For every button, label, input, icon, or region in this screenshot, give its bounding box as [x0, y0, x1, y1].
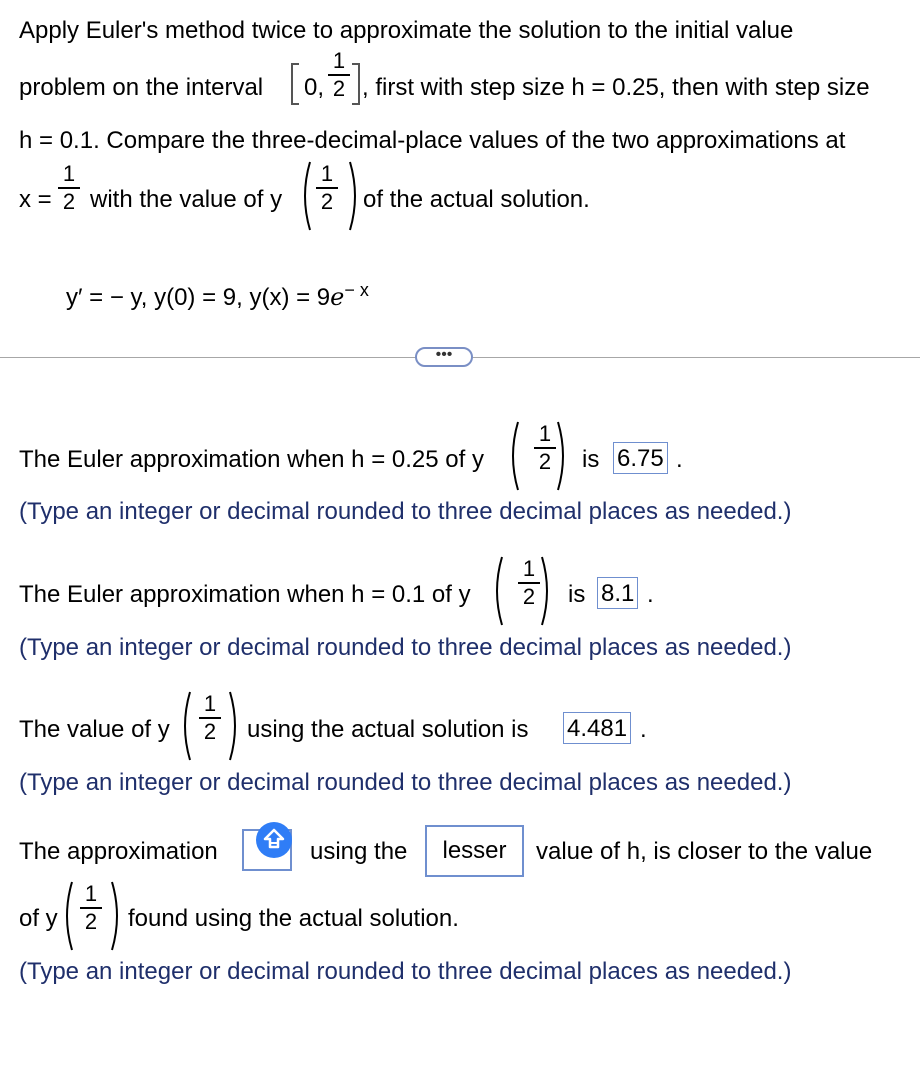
q1-hint: (Type an integer or decimal rounded to three decimal places as needed.) — [19, 498, 792, 525]
fraction-numerator: 1 — [203, 691, 217, 716]
q3-fraction — [199, 693, 221, 743]
fraction-numerator: 1 — [522, 556, 536, 581]
interval-bracket-left — [291, 63, 299, 105]
q2-fraction — [518, 558, 540, 608]
q2-hint: (Type an integer or decimal rounded to three decimal places as needed.) — [19, 634, 792, 661]
q1-text-b: is — [582, 446, 600, 473]
q1-text-a: The Euler approximation when h = 0.25 of y — [19, 446, 484, 473]
fraction-numerator: 1 — [332, 48, 346, 73]
fraction-denominator: 2 — [538, 449, 552, 474]
x-fraction — [58, 163, 80, 213]
equation-e: e — [330, 283, 345, 311]
equation — [66, 276, 369, 312]
fraction-denominator: 2 — [84, 909, 98, 934]
q1-fraction — [534, 423, 556, 473]
problem-line-4c: of the actual solution. — [363, 186, 590, 213]
equation-exponent: − x — [344, 280, 369, 300]
q3-answer-input[interactable]: 4.481 — [563, 712, 631, 744]
fraction-numerator: 1 — [320, 161, 334, 186]
problem-line-2a: problem on the interval — [19, 74, 264, 101]
q2-text-b: is — [568, 581, 586, 608]
problem-line-1: Apply Euler's method twice to approximate the solution to the initial value — [19, 17, 794, 44]
problem-line-2b: , first with step size h = 0.25, then with step size — [362, 74, 870, 101]
home-upload-icon — [256, 822, 292, 858]
q4-text-e: found using the actual solution. — [128, 905, 459, 932]
q4-text-d: of y — [19, 905, 58, 932]
fraction-denominator: 2 — [62, 189, 76, 214]
q3-end: . — [640, 716, 647, 743]
problem-line-4a: x = — [19, 186, 52, 213]
interval-left: 0, — [304, 74, 325, 101]
q4-hint: (Type an integer or decimal rounded to three decimal places as needed.) — [19, 958, 792, 985]
equation-main: y′ = − y, y(0) = 9, y(x) = 9 — [66, 284, 331, 311]
q4-fraction — [80, 883, 102, 933]
q4-h-select[interactable]: lesser — [425, 825, 524, 877]
fraction-denominator: 2 — [332, 76, 346, 101]
q2-text-a: The Euler approximation when h = 0.1 of y — [19, 581, 471, 608]
y-arg-fraction — [316, 163, 338, 213]
fraction-numerator: 1 — [538, 421, 552, 446]
problem-line-4b: with the value of y — [90, 186, 283, 213]
q1-end: . — [676, 446, 683, 473]
q3-hint: (Type an integer or decimal rounded to three decimal places as needed.) — [19, 769, 792, 796]
interval-bracket-right — [352, 63, 360, 105]
fraction-numerator: 1 — [62, 161, 76, 186]
q4-text-c: value of h, is closer to the value — [536, 838, 873, 865]
more-button[interactable]: ••• — [415, 347, 473, 367]
fraction-numerator: 1 — [84, 881, 98, 906]
q2-answer-input[interactable]: 8.1 — [597, 577, 638, 609]
fraction-denominator: 2 — [320, 189, 334, 214]
q1-answer-input[interactable]: 6.75 — [613, 442, 668, 474]
q3-text-b: using the actual solution is — [247, 716, 529, 743]
q4-text-a: The approximation — [19, 838, 218, 865]
fraction-denominator: 2 — [522, 584, 536, 609]
q3-text-a: The value of y — [19, 716, 170, 743]
interval-right-fraction — [328, 50, 350, 100]
cursor-hand — [256, 822, 292, 858]
fraction-denominator: 2 — [203, 719, 217, 744]
q4-text-b: using the — [310, 838, 408, 865]
problem-line-3: h = 0.1. Compare the three-decimal-place values of the two approximations at — [19, 127, 846, 154]
q2-end: . — [647, 581, 654, 608]
